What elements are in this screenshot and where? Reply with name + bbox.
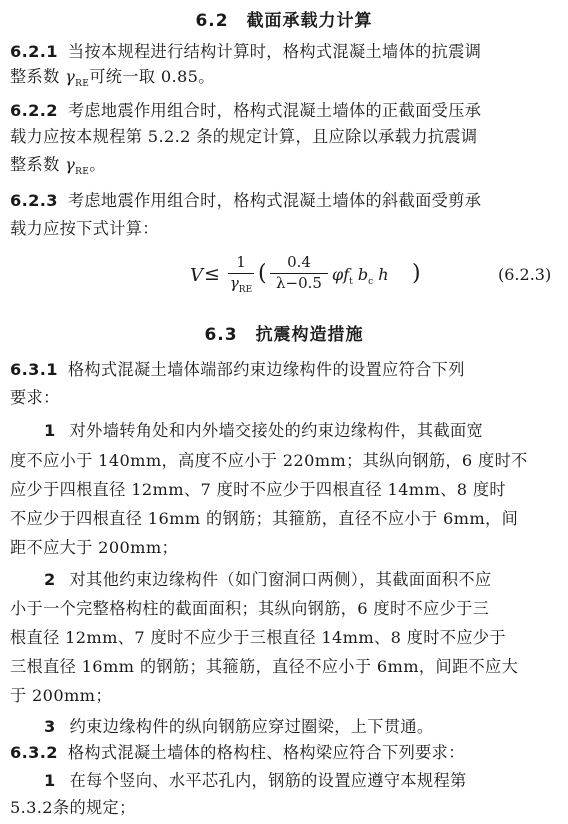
- section-title: 抗震构造措施: [255, 325, 364, 345]
- item-text: 在每个竖向、水平芯孔内，钢筋的设置应遵守本规程第: [69, 771, 467, 790]
- clause-number: 6.2.3: [10, 191, 58, 210]
- clause-6-2-1-line-1: [10, 42, 562, 62]
- formula-fraction-1: [228, 253, 254, 295]
- clause-6-2-3-line-2: 载力应按下式计算：: [10, 219, 159, 238]
- gamma-re-symbol: [65, 155, 90, 177]
- item-3-line-1: [44, 717, 562, 737]
- clause-6-2-2-line-3: [10, 155, 562, 178]
- clause-number: 6.2.2: [10, 101, 58, 120]
- clause-text: 整系数: [10, 67, 66, 86]
- fraction-denominator: [228, 274, 254, 295]
- clause-number: 6.2.1: [10, 42, 58, 61]
- clause-6-2-1-line-2: [10, 67, 562, 90]
- formula-fraction-2: [270, 253, 328, 292]
- item-4-line-1: [44, 771, 562, 791]
- item-text: 对其他约束边缘构件（如门窗洞口两侧），其截面面积不应: [69, 570, 492, 589]
- fraction-denominator: λ−0.5: [276, 274, 322, 292]
- section-number: 6.2: [195, 11, 229, 31]
- clause-6-3-1-line-2: 要求：: [10, 388, 60, 407]
- fraction-numerator: 1: [228, 253, 254, 274]
- item-text: 对外墙转角处和内外墙交接处的约束边缘构件，其截面宽: [69, 421, 484, 440]
- item-1-line-3: 应少于四根直径 12mm、7 度时不应少于四根直径 14mm、8 度时: [10, 480, 506, 499]
- item-2-line-2: 小于一个完整格构柱的截面面积；其纵向钢筋，6 度时不应少于三: [10, 599, 490, 618]
- clause-text: 整系数: [10, 155, 66, 174]
- gamma-letter: γ: [229, 274, 239, 292]
- clause-number: 6.3.2: [10, 743, 58, 762]
- item-number: 1: [44, 421, 56, 440]
- gamma-re-symbol: [65, 67, 90, 89]
- item-number: 3: [44, 717, 56, 736]
- formula-left-paren: (: [258, 261, 267, 286]
- item-1-line-4: 不应少于四根直径 16mm 的钢筋；其箍筋，直径不应小于 6mm，间: [10, 509, 519, 528]
- item-1-line-2: 度不应小于 140mm，高度不应小于 220mm；其纵向钢筋，6 度时不: [10, 451, 528, 470]
- item-number: 2: [44, 570, 56, 589]
- gamma-subscript: RE: [75, 167, 90, 177]
- fraction-numerator: 0.4: [270, 253, 328, 274]
- clause-6-3-2-line-1: [10, 743, 562, 763]
- clause-text: 可统一取 0.85。: [89, 67, 215, 86]
- gamma-letter: γ: [65, 155, 76, 174]
- section-title: 截面承载力计算: [246, 11, 373, 31]
- item-1-line-5: 距不应大于 200mm；: [10, 538, 179, 557]
- formula-lhs: V: [190, 265, 203, 286]
- item-2-line-4: 三根直径 16mm 的钢筋；其箍筋，直径不应小于 6mm，间距不应大: [10, 657, 519, 676]
- clause-6-2-2-line-2: 载力应按本规程第 5.2.2 条的规定计算，且应除以承载力抗震调: [10, 127, 478, 146]
- clause-text: 。: [89, 155, 106, 174]
- item-2-line-5: 于 200mm；: [10, 686, 112, 705]
- gamma-subscript: RE: [75, 79, 90, 89]
- item-2-line-3: 根直径 12mm、7 度时不应少于三根直径 14mm、8 度时不应少于: [10, 628, 506, 647]
- section-heading-6-3: [0, 320, 568, 345]
- section-heading-6-2: [0, 6, 568, 31]
- item-2-line-1: [44, 570, 562, 590]
- section-number: 6.3: [204, 325, 238, 345]
- formula-right-paren: ): [412, 261, 421, 286]
- gamma-letter: γ: [65, 67, 76, 86]
- item-number: 1: [44, 771, 56, 790]
- formula-phi-f: φf: [332, 265, 350, 284]
- formula-6-2-3: [190, 253, 550, 301]
- gamma-subscript: RE: [238, 285, 253, 295]
- formula-le-sign: ≤: [204, 263, 220, 285]
- clause-text: 当按本规程进行结构计算时，格构式混凝土墙体的抗震调: [67, 42, 482, 61]
- clause-text: 格构式混凝土墙体的格构柱、格构梁应符合下列要求：: [67, 743, 465, 762]
- clause-6-2-3-line-1: [10, 191, 562, 211]
- item-text: 约束边缘构件的纵向钢筋应穿过圈梁，上下贯通。: [69, 717, 434, 736]
- formula-rest: $\varphi f_t$ $b_c$ h: [332, 265, 389, 287]
- clause-text: 考虑地震作用组合时，格构式混凝土墙体的正截面受压承: [67, 101, 482, 120]
- clause-6-3-1-line-1: [10, 360, 562, 380]
- clause-text: 考虑地震作用组合时，格构式混凝土墙体的斜截面受剪承: [67, 191, 482, 210]
- clause-text: 格构式混凝土墙体端部约束边缘构件的设置应符合下列: [67, 360, 465, 379]
- clause-6-2-2-line-1: [10, 101, 562, 121]
- clause-number: 6.3.1: [10, 360, 58, 379]
- item-1-line-1: [44, 421, 562, 441]
- item-4-line-2: 5.3.2条的规定；: [10, 798, 136, 817]
- equation-number: (6.2.3): [498, 265, 552, 284]
